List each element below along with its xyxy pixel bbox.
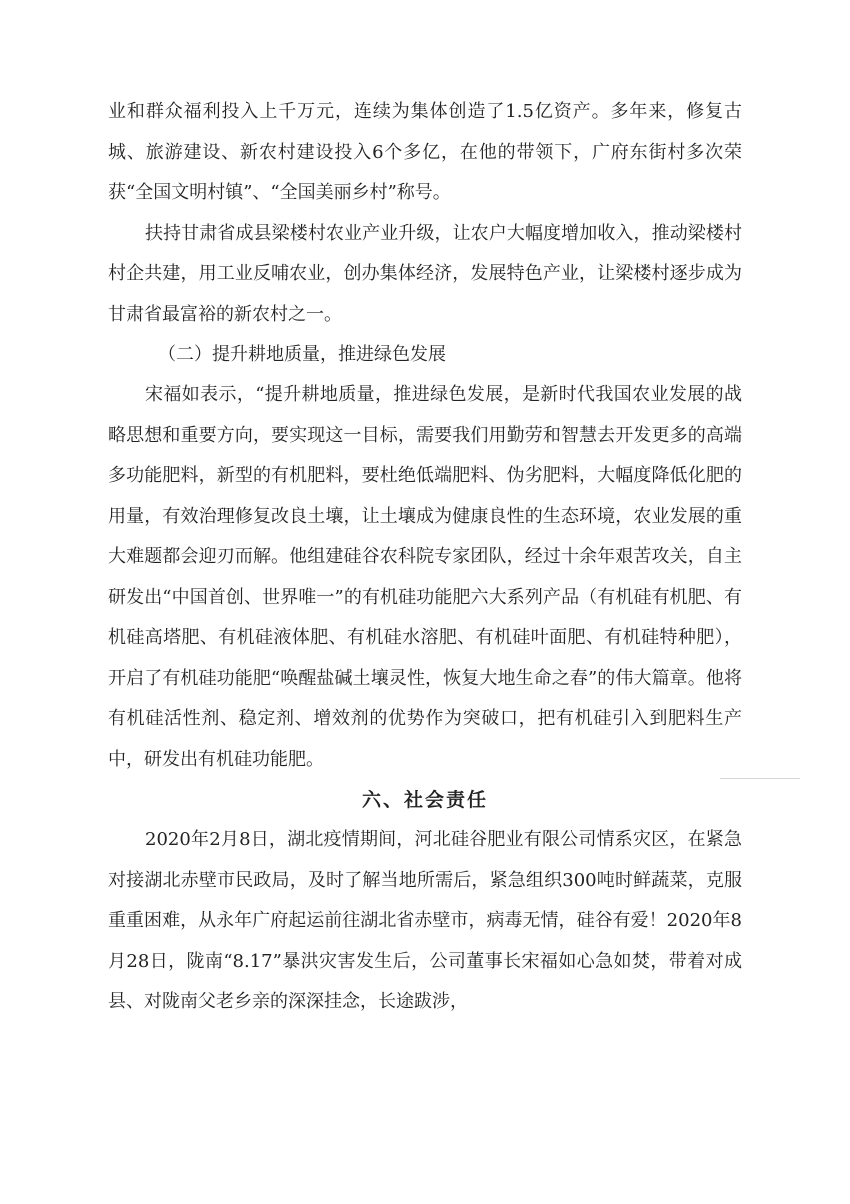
scan-artifact-line	[720, 778, 800, 779]
section-title-social-responsibility: 六、社会责任	[361, 789, 488, 811]
paragraph-relief: 2020年2月8日，湖北疫情期间，河北硅谷肥业有限公司情系灾区，在紧急对接湖北赤壁市民政局，及时了解当地所需后，紧急组织300吨时鲜蔬菜，克服重重困难，从永年广府起运前往湖北省赤壁市，病毒无情，硅谷有爱！2020年8月28日，陇南“8.17”暴洪灾害发生后，公司董事长宋福如心急如焚，带着对成县、对陇南父老乡亲的深深挂念，长途跋涉，	[108, 829, 742, 1012]
paragraph-lianglou: 扶持甘肃省成县梁楼村农业产业升级，让农户大幅度增加收入，推动梁楼村村企共建，用工业反哺农业，创办集体经济，发展特色产业，让梁楼村逐步成为甘肃省最富裕的新农村之一。	[108, 222, 742, 325]
paragraph-continuation: 业和群众福利投入上千万元，连续为集体创造了1.5亿资产。多年来，修复古城、旅游建设、新农村建设投入6个多亿，在他的带领下，广府东街村多次荣获“全国文明村镇”、“全国美丽乡村”称号。	[108, 101, 742, 203]
paragraph-organosilicon: 宋福如表示，“提升耕地质量，推进绿色发展，是新时代我国农业发展的战略思想和重要方向，要实现这一目标，需要我们用勤劳和智慧去开发更多的高端多功能肥料，新型的有机肥料，要杜绝低端肥料、伪劣肥料，大幅度降低化肥的用量，有效治理修复改良土壤，让土壤成为健康良性的生态环境，农业发展的重大难题都会迎刃而解。他组建硅谷农科院专家团队，经过十余年艰苦攻关，自主研发出“中国首创、世界唯一”的有机硅功能肥六大系列产品（有机硅有机肥、有机硅高塔肥、有机硅液体肥、有机硅水溶肥、有机硅叶面肥、有机硅特种肥），开启了有机硅功能肥“唤醒盐碱土壤灵性，恢复大地生命之春”的伟大篇章。他将有机硅活性剂、稳定剂、增效剂的优势作为突破口，把有机硅引入到肥料生产中，研发出有机硅功能肥。	[108, 384, 742, 770]
subheading-soil-quality: （二）提升耕地质量，推进绿色发展	[158, 344, 446, 365]
